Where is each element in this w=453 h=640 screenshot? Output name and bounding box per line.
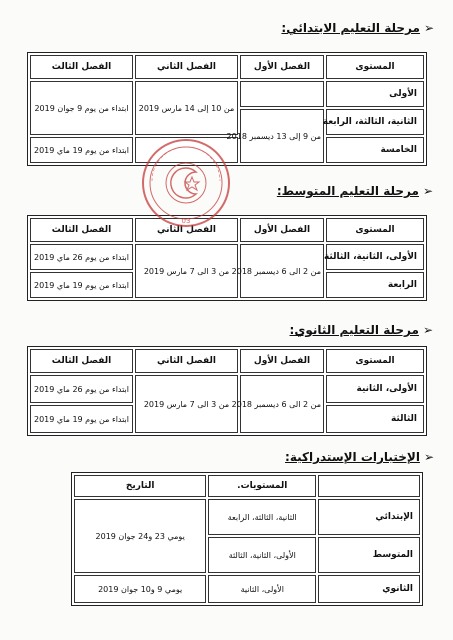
term3-cell: ابتداء من يوم 19 ماي 2019 xyxy=(30,272,133,298)
header-term2: الفصل الثاني xyxy=(135,218,238,242)
levels-cell: الثانية، الثالثة، الرابعة xyxy=(208,499,316,535)
date-cell: يومي 23 و24 جوان 2019 xyxy=(74,499,206,573)
header-term2: الفصل الثاني xyxy=(135,55,238,79)
empty-cell xyxy=(135,137,238,163)
term2-cell: من 3 الى 7 مارس 2019 xyxy=(135,375,238,433)
level-cell: الثالثة xyxy=(326,405,424,433)
term2-cell: من 10 إلى 14 مارس 2019 xyxy=(135,81,238,135)
arrow-icon: ➢ xyxy=(422,184,433,198)
stage-cell: الثانوي xyxy=(318,575,420,603)
levels-cell: الأولى، الثانية xyxy=(208,575,316,603)
term3-cell: ابتداء من يوم 19 ماي 2019 xyxy=(30,137,133,163)
stage-cell: الإبتدائي xyxy=(318,499,420,535)
term1-cell: من 2 الى 6 ديسمبر 2018 xyxy=(240,244,324,298)
header-term1: الفصل الأول xyxy=(240,349,324,373)
header-levels: المستويات. xyxy=(208,475,316,497)
level-cell: الرابعة xyxy=(326,272,424,298)
middle-title: ➢مرحلة التعليم المتوسط: xyxy=(276,184,433,198)
stage-cell: المتوسط xyxy=(318,537,420,573)
header-term1: الفصل الأول xyxy=(240,218,324,242)
levels-cell: الأولى، الثانية، الثالثة xyxy=(208,537,316,573)
term3-cell: ابتداء من يوم 19 ماي 2019 xyxy=(30,405,133,433)
term3-cell: ابتداء من يوم 26 ماي 2019 xyxy=(30,375,133,403)
header-level: المستوى xyxy=(326,349,424,373)
header-term3: الفصل الثالث xyxy=(30,218,133,242)
term3-cell: ابتداء من يوم 26 ماي 2019 xyxy=(30,244,133,270)
arrow-icon: ➢ xyxy=(423,450,434,464)
mock-title: ➢الإختبارات الإستدراكية: xyxy=(285,450,434,464)
empty-cell xyxy=(240,81,324,107)
header-date: التاريخ xyxy=(74,475,206,497)
mock-table xyxy=(71,472,423,606)
date-cell: يومي 9 و10 جوان 2019 xyxy=(74,575,206,603)
secondary-table xyxy=(27,346,427,436)
level-cell: الخامسة xyxy=(326,137,424,163)
level-cell: الأولى xyxy=(326,81,424,107)
header-blank xyxy=(318,475,420,497)
level-cell: الأولى، الثانية xyxy=(326,375,424,403)
header-term1: الفصل الأول xyxy=(240,55,324,79)
stamp-number: 03 xyxy=(181,217,191,225)
level-cell: الأولى، الثانية، الثالثة xyxy=(326,244,424,270)
term3-cell: ابتداء من يوم 9 جوان 2019 xyxy=(30,81,133,135)
primary-title: ➢مرحلة التعليم الابتدائي: xyxy=(281,21,434,35)
term1-cell: من 9 إلى 13 ديسمبر 2018 xyxy=(240,109,324,163)
header-level: المستوى xyxy=(326,55,424,79)
header-term2: الفصل الثاني xyxy=(135,349,238,373)
primary-table xyxy=(27,52,427,166)
arrow-icon: ➢ xyxy=(423,21,434,35)
secondary-title: ➢مرحلة التعليم الثانوي: xyxy=(289,323,433,337)
middle-table xyxy=(27,215,427,301)
header-term3: الفصل الثالث xyxy=(30,349,133,373)
header-term3: الفصل الثالث xyxy=(30,55,133,79)
level-cell: الثانية، الثالثة، الرابعة xyxy=(326,109,424,135)
header-level: المستوى xyxy=(326,218,424,242)
arrow-icon: ➢ xyxy=(422,323,433,337)
term1-cell: من 2 الى 6 ديسمبر 2018 xyxy=(240,375,324,433)
term2-cell: من 3 الى 7 مارس 2019 xyxy=(135,244,238,298)
